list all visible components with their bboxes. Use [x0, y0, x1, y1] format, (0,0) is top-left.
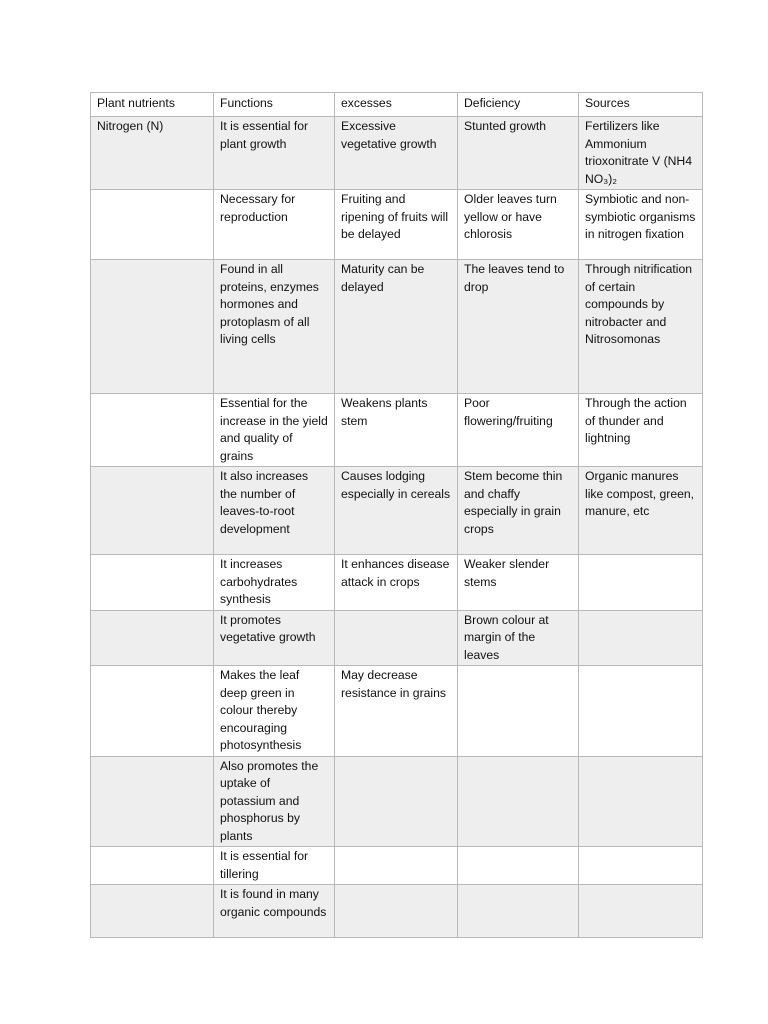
- cell-source: [579, 666, 703, 757]
- table-row: [91, 555, 703, 611]
- cell-excess: Weakens plants stem: [335, 394, 458, 467]
- cell-nutrient: [91, 885, 214, 938]
- cell-nutrient: [91, 666, 214, 757]
- cell-excess: Maturity can be delayed: [335, 260, 458, 394]
- cell-function: It is essential for tillering: [214, 847, 335, 885]
- cell-deficiency: [458, 885, 579, 938]
- cell-excess: [335, 847, 458, 885]
- cell-source: [579, 610, 703, 666]
- cell-deficiency: Poor flowering/fruiting: [458, 394, 579, 467]
- cell-nutrient: [91, 610, 214, 666]
- cell-excess: Excessive vegetative growth: [335, 117, 458, 190]
- cell-function: Makes the leaf deep green in colour thereby encouraging photosynthesis: [214, 666, 335, 757]
- cell-source: Symbiotic and non-symbiotic organisms in nitrogen fixation: [579, 190, 703, 260]
- cell-deficiency: Older leaves turn yellow or have chlorosis: [458, 190, 579, 260]
- cell-function: Essential for the increase in the yield and quality of grains: [214, 394, 335, 467]
- plant-nutrients-table: [90, 92, 703, 938]
- header-functions: Functions: [214, 93, 335, 117]
- cell-deficiency: [458, 756, 579, 847]
- table-row: [91, 885, 703, 938]
- cell-excess: [335, 885, 458, 938]
- table-row: [91, 467, 703, 555]
- table-row: [91, 666, 703, 757]
- cell-excess: [335, 756, 458, 847]
- cell-deficiency: [458, 847, 579, 885]
- cell-excess: Causes lodging especially in cereals: [335, 467, 458, 555]
- cell-nutrient: [91, 756, 214, 847]
- cell-excess: May decrease resistance in grains: [335, 666, 458, 757]
- cell-nutrient: [91, 394, 214, 467]
- cell-function: Necessary for reproduction: [214, 190, 335, 260]
- cell-nutrient: [91, 190, 214, 260]
- table-row: [91, 190, 703, 260]
- cell-deficiency: Weaker slender stems: [458, 555, 579, 611]
- cell-excess: It enhances disease attack in crops: [335, 555, 458, 611]
- cell-function: Also promotes the uptake of potassium and phosphorus by plants: [214, 756, 335, 847]
- cell-source: [579, 847, 703, 885]
- table-row: [91, 756, 703, 847]
- cell-function: It also increases the number of leaves-to-root development: [214, 467, 335, 555]
- table-row: [91, 394, 703, 467]
- cell-function: It increases carbohydrates synthesis: [214, 555, 335, 611]
- table-header-row: [91, 93, 703, 117]
- cell-source: [579, 555, 703, 611]
- table-row: [91, 117, 703, 190]
- cell-deficiency: Stem become thin and chaffy especially in grain crops: [458, 467, 579, 555]
- cell-excess: Fruiting and ripening of fruits will be delayed: [335, 190, 458, 260]
- header-sources: Sources: [579, 93, 703, 117]
- cell-deficiency: The leaves tend to drop: [458, 260, 579, 394]
- cell-function: It promotes vegetative growth: [214, 610, 335, 666]
- cell-excess: [335, 610, 458, 666]
- cell-source: Through nitrification of certain compounds by nitrobacter and Nitrosomonas: [579, 260, 703, 394]
- cell-function: It is found in many organic compounds: [214, 885, 335, 938]
- cell-nutrient: [91, 847, 214, 885]
- header-deficiency: Deficiency: [458, 93, 579, 117]
- cell-source: Fertilizers like Ammonium trioxonitrate V (NH4 NO₃)₂: [579, 117, 703, 190]
- cell-nutrient: Nitrogen (N): [91, 117, 214, 190]
- cell-source: Through the action of thunder and lightning: [579, 394, 703, 467]
- cell-source: Organic manures like compost, green, manure, etc: [579, 467, 703, 555]
- cell-function: Found in all proteins, enzymes hormones and protoplasm of all living cells: [214, 260, 335, 394]
- cell-deficiency: [458, 666, 579, 757]
- cell-nutrient: [91, 555, 214, 611]
- table-row: [91, 260, 703, 394]
- cell-source: [579, 756, 703, 847]
- header-plant-nutrients: Plant nutrients: [91, 93, 214, 117]
- cell-nutrient: [91, 260, 214, 394]
- table-row: [91, 610, 703, 666]
- cell-function: It is essential for plant growth: [214, 117, 335, 190]
- cell-source: [579, 885, 703, 938]
- header-excesses: excesses: [335, 93, 458, 117]
- cell-nutrient: [91, 467, 214, 555]
- table-row: [91, 847, 703, 885]
- cell-deficiency: Stunted growth: [458, 117, 579, 190]
- cell-deficiency: Brown colour at margin of the leaves: [458, 610, 579, 666]
